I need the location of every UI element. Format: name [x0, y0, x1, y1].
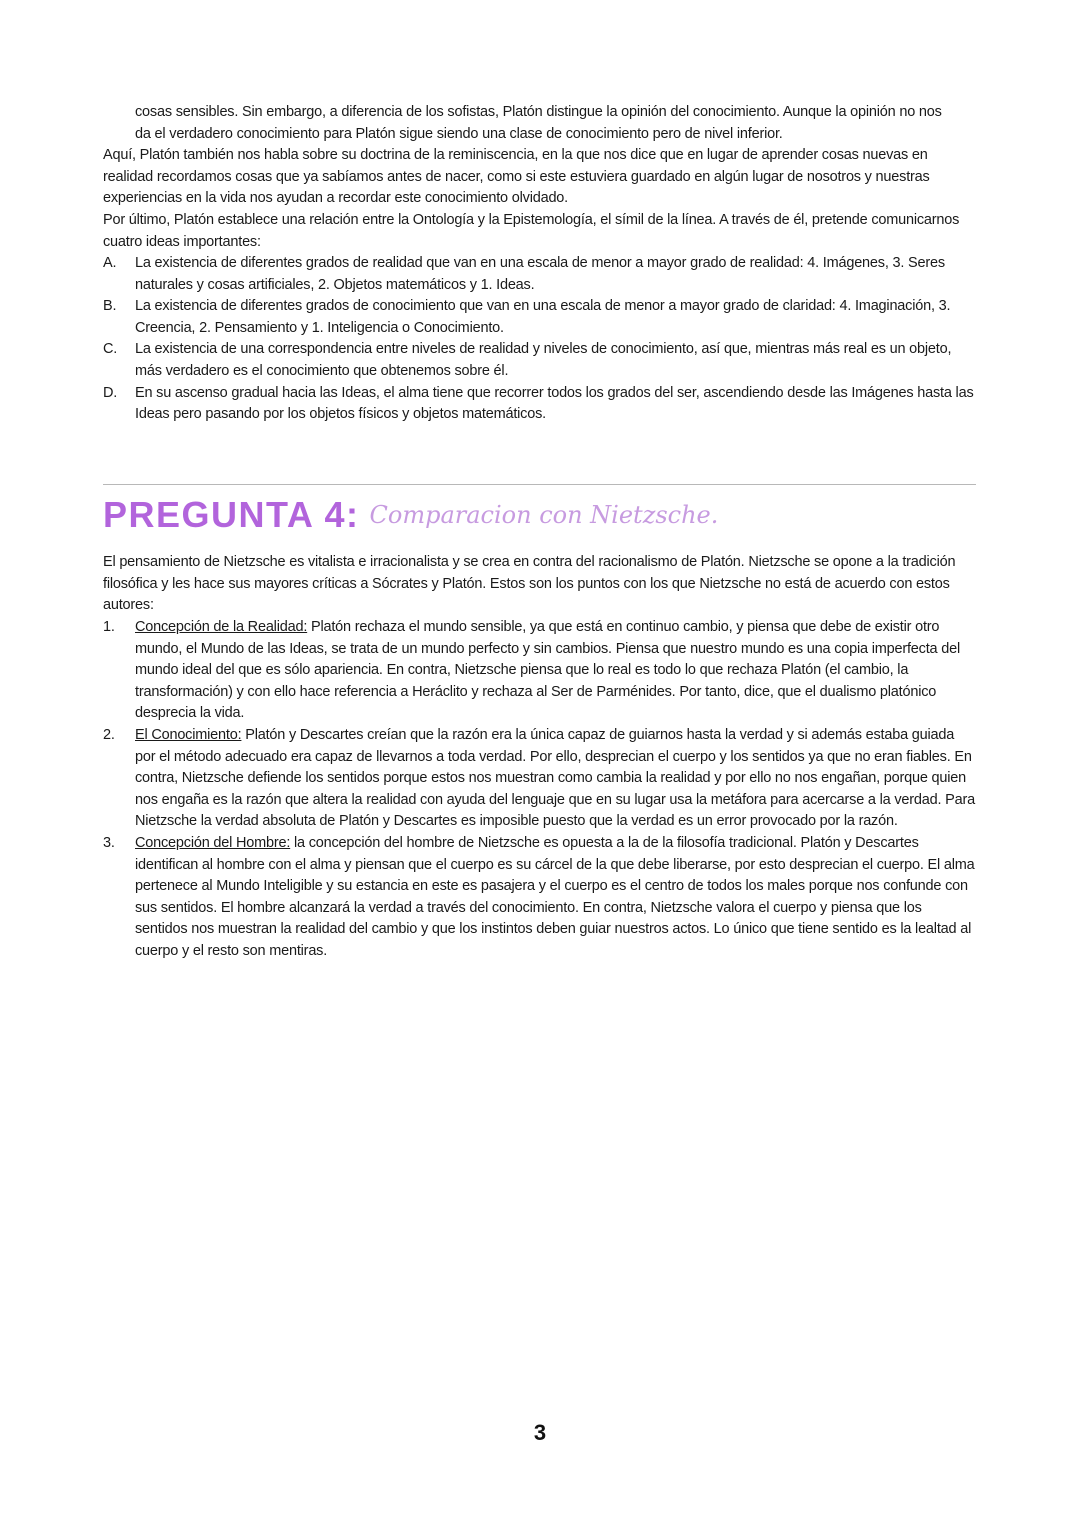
list-item [103, 617, 975, 725]
comparison-points-list [103, 617, 975, 963]
list-marker: 1. [103, 619, 115, 635]
list-item-text: La existencia de una correspondencia entre niveles de realidad y niveles de conocimiento, así que, mientras más real es un objeto, más verdadero es el conocimiento que obtenemos sobre él. [135, 341, 952, 379]
nietzsche-intro-paragraph: El pensamiento de Nietzsche es vitalista e irracionalista y se crea en contra del racionalismo de Platón. Nietzsche se opone a la tradición filosófica y les hace sus mayores críticas a Sócrates y Platón. Estos son los puntos con los que Nietzsche no está de acuerdo con estos autores: [103, 554, 956, 614]
list-item [103, 296, 975, 339]
heading-subtitle: Comparacion con Nietzsche. [369, 501, 719, 529]
list-item [103, 833, 975, 963]
section-divider [103, 484, 976, 485]
list-item-text: En su ascenso gradual hacia las Ideas, el alma tiene que recorrer todos los grados del ser, ascendiendo desde las Imágenes hasta las Ideas pero pasando por los objetos físicos y objetos matemáticos. [135, 384, 974, 423]
list-item [103, 339, 975, 382]
heading-title: PREGUNTA 4: [103, 494, 360, 535]
point-text: Platón rechaza el mundo sensible, ya que está en continuo cambio, y piensa que debe de existir otro mundo, el Mundo de las Ideas, se trata de un mundo perfecto y sin cambios. Piensa que nuestro mundo es una copia imperfecta del mundo ideal del que es sólo apariencia. En contra, Nietzsche piensa que lo real es todo lo que rechaza Platón (el cambio, la transformación) y con ello hace referencia a Heráclito y rechaza al Ser de Parménides. Por tanto, dice, que el dualismo platónico desprecia la vida. [135, 619, 960, 722]
list-marker: C. [103, 341, 118, 358]
line-simile-paragraph: Por último, Platón establece una relación entre la Ontología y la Epistemología, el símil de la línea. A través de él, pretende comunicarnos cuatro ideas importantes: [103, 212, 960, 250]
page-number: 3 [533, 1420, 547, 1445]
list-item [103, 253, 975, 296]
list-item-text: La existencia de diferentes grados de conocimiento que van en una escala de menor a mayor grado de claridad: 4. Imaginación, 3. Creencia, 2. Pensamiento y 1. Inteligencia o Conocimiento. [135, 298, 951, 336]
list-marker: D. [103, 384, 118, 401]
list-item [103, 383, 975, 426]
point-title: El Conocimiento: [135, 726, 242, 743]
point-title: Concepción de la Realidad: [135, 619, 308, 635]
list-marker: 2. [103, 726, 115, 743]
list-marker: B. [103, 298, 117, 315]
point-title: Concepción del Hombre: [135, 834, 291, 851]
list-marker: A. [103, 255, 117, 271]
point-text: la concepción del hombre de Nietzsche es opuesta a la de la filosofía tradicional. Platón y Descartes identifican al hombre con el alma y piensan que el cuerpo es su cárcel de la que debe liberarse, por esto desprecian el cuerpo. El alma pertenece al Mundo Inteligible y su estancia en este es pasajera y el cuerpo es el centro de todos los males porque nos confunde con sus sentidos. El hombre alcanzará la verdad a través del conocimiento. En contra, Nietzsche valora el cuerpo y piensa que los sentidos nos muestran la realidad del cambio y que los instintos deben guiar nuestros actos. Lo único que tiene sentido es la lealtad al cuerpo y el resto son mentiras. [135, 834, 975, 959]
section-heading [103, 494, 718, 542]
ideas-list [103, 253, 975, 426]
list-item [103, 725, 975, 833]
list-marker: 3. [103, 834, 115, 851]
continuation-paragraph: cosas sensibles. Sin embargo, a diferencia de los sofistas, Platón distingue la opinión del conocimiento. Aunque la opinión no nos da el verdadero conocimiento para Platón sigue siendo una clase de conocimiento pero de nivel inferior. [135, 104, 942, 142]
list-item-text: La existencia de diferentes grados de realidad que van en una escala de menor a mayor grado de realidad: 4. Imágenes, 3. Seres naturales y cosas artificiales, 2. Objetos matemáticos y 1. Ideas. [135, 255, 945, 293]
reminiscence-paragraph: Aquí, Platón también nos habla sobre su doctrina de la reminiscencia, en la que nos dice que en lugar de aprender cosas nuevas en realidad recordamos cosas que ya sabíamos antes de nacer, como si este estuviera guardado en algún lugar de nosotros y nuestras experiencias en la vida nos ayudan a recordar este conocimiento olvidado. [103, 147, 930, 207]
point-text: Platón y Descartes creían que la razón era la única capaz de guiarnos hasta la verdad y si además estaba guiada por el método adecuado era capaz de llevarnos a toda verdad. Por ello, desprecian el cuerpo y los sentidos ya que no eran fiables. En contra, Nietzsche defiende los sentidos porque estos nos muestran como cambia la realidad y por ello no nos engañan, porque quien nos engaña es la razón que altera la realidad con ayuda del lenguaje que en su lugar usa la metáfora para acercarse a la verdad. Para Nietzsche la verdad absoluta de Platón y Descartes es imposible puesto que la verdad es un error provocado por la razón. [135, 726, 975, 830]
